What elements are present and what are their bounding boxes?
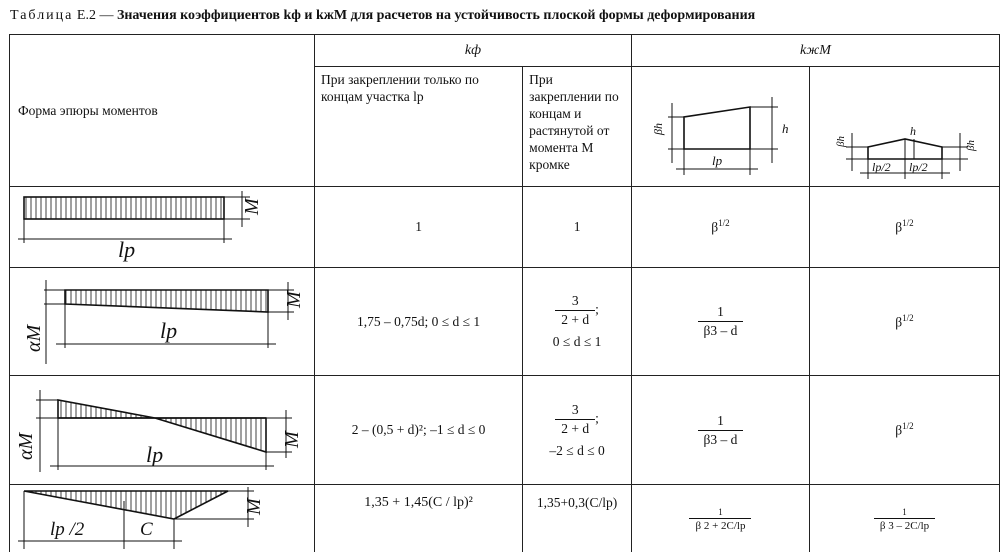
lp-half-right-label: lр/2 bbox=[908, 160, 928, 174]
row2-kzh1-num: 1 bbox=[698, 304, 744, 322]
c-row4-label: C bbox=[140, 519, 153, 540]
row3-kf2-den: 2 + d bbox=[561, 420, 590, 436]
m-row4-label: M bbox=[243, 498, 265, 515]
beta-h-label: βh bbox=[650, 123, 665, 135]
shape-header: Форма эпюры моментов bbox=[10, 35, 315, 187]
uniform-moment-svg bbox=[10, 187, 314, 267]
caption-number: Е.2 — bbox=[76, 8, 114, 23]
rect-beam-svg bbox=[632, 67, 809, 186]
moment-diagram-trapezoid bbox=[10, 268, 315, 376]
lp-half-row4-label: lp /2 bbox=[50, 519, 85, 540]
moment-diagram-uniform bbox=[10, 187, 315, 268]
row4-kzh2-den: β 3 – 2C/lр bbox=[879, 519, 930, 532]
row2-kzh1 bbox=[631, 268, 809, 376]
m-row3-label: M bbox=[281, 431, 303, 448]
lp-row2-label: lp bbox=[160, 318, 178, 343]
row2-kzh2: $\beta^{1/2}$ bbox=[809, 268, 999, 376]
h-label: h bbox=[781, 121, 789, 136]
kf-header: kф bbox=[315, 35, 632, 67]
row4-kzh1 bbox=[631, 485, 809, 552]
row3-kf1: 2 – (0,5 + d)²; –1 ≤ d ≤ 0 bbox=[315, 376, 523, 485]
kzhm-header: kжM bbox=[631, 35, 999, 67]
row1-kzh1: $\beta^{1/2}$ bbox=[631, 187, 809, 268]
table-caption bbox=[10, 8, 755, 24]
table-row bbox=[10, 268, 1000, 376]
moment-diagram-triangular bbox=[10, 485, 315, 552]
lp-half-left-label: lр/2 bbox=[871, 160, 891, 174]
antisymmetric-moment-svg bbox=[10, 376, 314, 484]
row4-kzh2-num: 1 bbox=[874, 507, 935, 519]
table-row bbox=[10, 485, 1000, 552]
row2-kf1: 1,75 – 0,75d; 0 ≤ d ≤ 1 bbox=[315, 268, 523, 376]
row2-kf2-den: 2 + d bbox=[561, 312, 590, 327]
row4-kzh1-num: 1 bbox=[689, 507, 751, 519]
row3-kzh2: $\beta^{1/2}$ bbox=[809, 376, 999, 485]
coefficient-table bbox=[9, 34, 1000, 552]
row4-kf2: 1,35+0,3(C/lр) bbox=[523, 485, 632, 552]
kf-sub2-header: При закреплении по концам и растянутой от момента M кромке bbox=[523, 67, 632, 187]
row3-kf2-cond: –2 ≤ d ≤ 0 bbox=[549, 442, 605, 458]
row1-kzh2: $\beta^{1/2}$ bbox=[809, 187, 999, 268]
kf-sub1-header: При закреплении только по концам участка lр bbox=[315, 67, 523, 187]
row4-kf1: 1,35 + 1,45(C / lр)² bbox=[315, 485, 523, 552]
lp-row3-label: lp bbox=[146, 442, 164, 467]
row4-kzh1-den: β 2 + 2C/lр bbox=[695, 519, 746, 532]
table-row bbox=[10, 187, 1000, 268]
row3-kf2: $\frac{3}{2 + d}$ ; –2 ≤ d ≤ 0 bbox=[523, 376, 632, 485]
row3-kf2-num: 3 bbox=[555, 402, 595, 420]
lp-row1-label: lp bbox=[118, 237, 136, 262]
beam-diagram-gable bbox=[809, 67, 999, 187]
alpha-m-row2-label: αM bbox=[23, 324, 45, 352]
row3-kzh1 bbox=[631, 376, 809, 485]
triangular-moment-svg bbox=[10, 485, 314, 552]
row1-kf2: 1 bbox=[523, 187, 632, 268]
beta-h-right-label: βh bbox=[964, 140, 977, 151]
row2-kf2-cond: 0 ≤ d ≤ 1 bbox=[552, 334, 602, 349]
caption-label: Таблица bbox=[10, 8, 74, 23]
h-gable-label: h bbox=[909, 124, 916, 138]
row2-kzh1-den: β3 – d bbox=[703, 323, 738, 338]
row4-kzh2 bbox=[809, 485, 999, 552]
gable-beam-svg bbox=[810, 67, 999, 186]
row1-kf1: 1 bbox=[315, 187, 523, 268]
row2-kf2: $\frac{3}{2 + d}$ ; 0 ≤ d ≤ 1 bbox=[523, 268, 632, 376]
row3-kzh1-den: β3 – d bbox=[703, 431, 738, 447]
moment-diagram-antisymmetric bbox=[10, 376, 315, 485]
caption-title: Значения коэффициентов kф и kжM для расчетов на устойчивость плоской формы деформирования bbox=[116, 8, 756, 23]
beta-h-left-label: βh bbox=[834, 136, 847, 147]
lp-label: lр bbox=[711, 153, 723, 168]
trapezoid-moment-svg bbox=[10, 268, 314, 375]
table-row bbox=[10, 376, 1000, 485]
alpha-m-row3-label: αM bbox=[15, 432, 37, 460]
row2-kf2-num: 3 bbox=[555, 293, 595, 311]
m-row1-label: M bbox=[241, 198, 263, 215]
row3-kzh1-num: 1 bbox=[698, 413, 744, 431]
m-row2-label: M bbox=[283, 291, 305, 308]
beam-diagram-rect bbox=[631, 67, 809, 187]
